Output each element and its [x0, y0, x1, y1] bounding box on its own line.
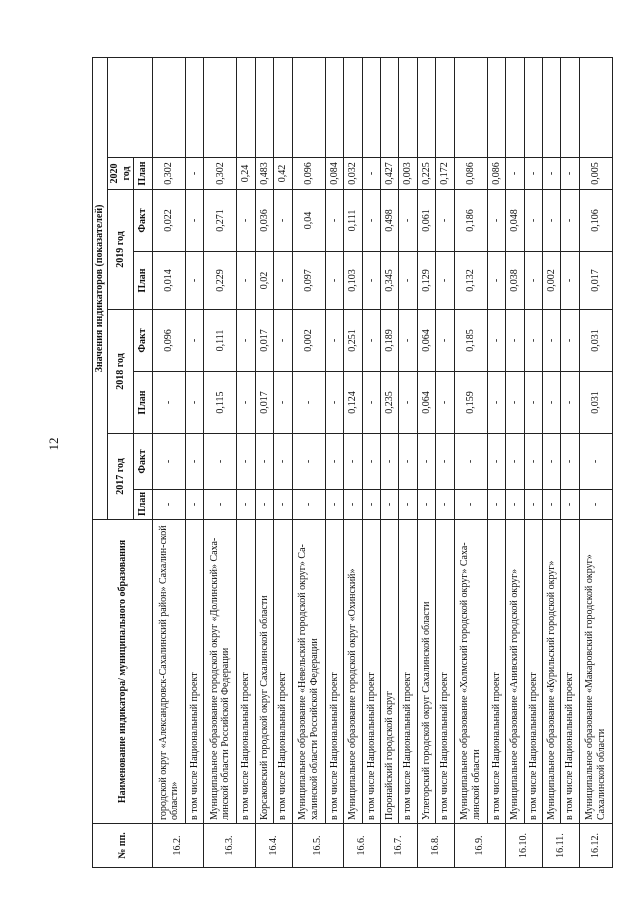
value-cell: - — [436, 190, 454, 252]
value-cell: 0,111 — [344, 190, 362, 252]
row-number: 16.11. — [543, 824, 580, 868]
value-cell: 0,017 — [255, 372, 273, 434]
table-row — [579, 57, 612, 867]
value-cell: - — [186, 252, 204, 310]
row-name: в том числе Национальный проект — [524, 520, 542, 824]
value-cell: 0,086 — [454, 158, 487, 190]
value-cell: 0,002 — [292, 310, 325, 372]
value-cell: 0,02 — [255, 252, 273, 310]
value-cell: - — [487, 372, 505, 434]
value-cell: 0,017 — [255, 310, 273, 372]
value-cell: - — [524, 190, 542, 252]
value-cell: - — [186, 158, 204, 190]
rotated-table-container — [92, 58, 613, 868]
value-cell: - — [186, 434, 204, 490]
value-cell: 0,022 — [153, 190, 186, 252]
value-cell: - — [237, 372, 255, 434]
row-name: в том числе Национальный проект — [325, 520, 343, 824]
blank-cell — [274, 57, 292, 157]
value-cell: - — [274, 310, 292, 372]
table-row — [153, 57, 186, 867]
value-cell: 0,003 — [399, 158, 417, 190]
row-number: 16.4. — [255, 824, 292, 868]
value-cell: - — [506, 434, 524, 490]
value-cell: 0,483 — [255, 158, 273, 190]
value-cell: - — [543, 372, 561, 434]
row-number: 16.7. — [381, 824, 418, 868]
value-cell: - — [506, 490, 524, 520]
indicators-table — [92, 57, 613, 868]
row-name: Муниципальное образование «Холмский городской округ» Саха-линской области — [454, 520, 487, 824]
blank-cell — [399, 57, 417, 157]
table-row — [274, 57, 292, 867]
header-name: Наименование индикатора/ муниципального образования — [93, 520, 153, 824]
header-year-2019: 2019 год — [108, 190, 134, 310]
value-cell: - — [204, 490, 237, 520]
value-cell: 0,111 — [204, 310, 237, 372]
value-cell: 0,064 — [417, 372, 435, 434]
row-number: 16.2. — [153, 824, 204, 868]
value-cell: - — [524, 372, 542, 434]
value-cell: - — [362, 252, 380, 310]
blank-cell — [561, 57, 579, 157]
value-cell: 0,048 — [506, 190, 524, 252]
value-cell: 0,031 — [579, 310, 612, 372]
value-cell: - — [417, 434, 435, 490]
blank-cell — [436, 57, 454, 157]
value-cell: 0,002 — [543, 252, 561, 310]
value-cell: - — [436, 252, 454, 310]
value-cell: - — [436, 490, 454, 520]
header-plan: План — [134, 158, 153, 190]
value-cell: - — [255, 490, 273, 520]
value-cell: - — [454, 434, 487, 490]
blank-cell — [292, 57, 325, 157]
value-cell: - — [325, 490, 343, 520]
value-cell: 0,032 — [344, 158, 362, 190]
value-cell: - — [454, 490, 487, 520]
value-cell: - — [274, 372, 292, 434]
value-cell: 0,017 — [579, 252, 612, 310]
value-cell: - — [274, 190, 292, 252]
blank-cell — [186, 57, 204, 157]
header-fact: Факт — [134, 434, 153, 490]
value-cell: - — [487, 252, 505, 310]
value-cell: 0,251 — [344, 310, 362, 372]
row-name: в том числе Национальный проект — [237, 520, 255, 824]
value-cell: 0,036 — [255, 190, 273, 252]
row-number: 16.5. — [292, 824, 343, 868]
blank-cell — [579, 57, 612, 157]
row-number: 16.6. — [344, 824, 381, 868]
value-cell: - — [381, 434, 399, 490]
table-row — [344, 57, 362, 867]
value-cell: - — [561, 490, 579, 520]
value-cell: - — [399, 190, 417, 252]
header-plan: План — [134, 252, 153, 310]
value-cell: - — [561, 434, 579, 490]
value-cell: - — [543, 434, 561, 490]
value-cell: - — [543, 158, 561, 190]
value-cell: - — [255, 434, 273, 490]
value-cell: 0,124 — [344, 372, 362, 434]
header-fact: Факт — [134, 310, 153, 372]
value-cell: - — [543, 310, 561, 372]
value-cell: - — [487, 190, 505, 252]
header-blank — [108, 57, 153, 157]
value-cell: - — [579, 434, 612, 490]
row-name: городской округ «Александровск-Сахалинский район» Сахалин-ской области» — [153, 520, 186, 824]
blank-cell — [325, 57, 343, 157]
header-year-2018: 2018 год — [108, 310, 134, 434]
blank-cell — [543, 57, 561, 157]
table-row — [454, 57, 487, 867]
row-name: Муниципальное образование городской округ «Охинский» — [344, 520, 362, 824]
value-cell: - — [561, 158, 579, 190]
header-fact: Факт — [134, 190, 153, 252]
row-name: в том числе Национальный проект — [274, 520, 292, 824]
value-cell: 0,014 — [153, 252, 186, 310]
value-cell: - — [524, 252, 542, 310]
value-cell: - — [325, 372, 343, 434]
row-name: Муниципальное образование «Анивский городской округ» — [506, 520, 524, 824]
blank-cell — [344, 57, 362, 157]
value-cell: 0,235 — [381, 372, 399, 434]
blank-cell — [153, 57, 186, 157]
table-row — [204, 57, 237, 867]
blank-cell — [237, 57, 255, 157]
value-cell: - — [237, 490, 255, 520]
value-cell: - — [237, 434, 255, 490]
value-cell: 0,097 — [292, 252, 325, 310]
value-cell: - — [186, 310, 204, 372]
value-cell: - — [561, 310, 579, 372]
row-number: 16.3. — [204, 824, 255, 868]
row-name: Муниципальное образование «Курильский городской округ» — [543, 520, 561, 824]
table-row — [362, 57, 380, 867]
row-name: Углегорский городской округ Сахалинской области — [417, 520, 435, 824]
table-row — [436, 57, 454, 867]
value-cell: - — [362, 310, 380, 372]
page-number: 12 — [46, 437, 61, 451]
value-cell: - — [325, 190, 343, 252]
value-cell: 0,103 — [344, 252, 362, 310]
table-row — [543, 57, 561, 867]
table-row — [186, 57, 204, 867]
value-cell: 0,185 — [454, 310, 487, 372]
value-cell: - — [362, 190, 380, 252]
value-cell: - — [506, 158, 524, 190]
value-cell: 0,04 — [292, 190, 325, 252]
value-cell: - — [524, 434, 542, 490]
value-cell: - — [153, 372, 186, 434]
value-cell: - — [292, 372, 325, 434]
row-name: Муниципальное образование городской округ «Долинский» Саха-линской области Российской Федерации — [204, 520, 237, 824]
value-cell: 0,271 — [204, 190, 237, 252]
value-cell: 0,159 — [454, 372, 487, 434]
blank-cell — [381, 57, 399, 157]
value-cell: - — [524, 158, 542, 190]
value-cell: 0,106 — [579, 190, 612, 252]
value-cell: - — [487, 434, 505, 490]
table-row — [292, 57, 325, 867]
value-cell: - — [524, 310, 542, 372]
table-row — [325, 57, 343, 867]
row-name: Муниципальное образование «Макаровский городской округ» Сахалинской области — [579, 520, 612, 824]
row-number: 16.10. — [506, 824, 543, 868]
table-row — [381, 57, 399, 867]
value-cell: - — [436, 310, 454, 372]
value-cell: - — [399, 434, 417, 490]
value-cell: 0,115 — [204, 372, 237, 434]
header-values: Значения индикаторов (показателей) — [93, 57, 108, 519]
value-cell: 0,086 — [487, 158, 505, 190]
row-name: в том числе Национальный проект — [436, 520, 454, 824]
row-number: 16.8. — [417, 824, 454, 868]
table-row — [417, 57, 435, 867]
value-cell: 0,498 — [381, 190, 399, 252]
blank-cell — [506, 57, 524, 157]
row-name: в том числе Национальный проект — [186, 520, 204, 824]
value-cell: - — [237, 252, 255, 310]
blank-cell — [204, 57, 237, 157]
value-cell: - — [344, 490, 362, 520]
header-plan: План — [134, 490, 153, 520]
value-cell: - — [399, 490, 417, 520]
value-cell: - — [399, 252, 417, 310]
value-cell: 0,427 — [381, 158, 399, 190]
value-cell: - — [153, 434, 186, 490]
value-cell: - — [506, 310, 524, 372]
value-cell: 0,129 — [417, 252, 435, 310]
value-cell: - — [436, 372, 454, 434]
value-cell: - — [153, 490, 186, 520]
value-cell: 0,302 — [204, 158, 237, 190]
value-cell: - — [274, 434, 292, 490]
value-cell: 0,084 — [325, 158, 343, 190]
value-cell: - — [436, 434, 454, 490]
row-name: в том числе Национальный проект — [399, 520, 417, 824]
value-cell: 0,225 — [417, 158, 435, 190]
value-cell: - — [561, 372, 579, 434]
value-cell: 0,302 — [153, 158, 186, 190]
table-row — [255, 57, 273, 867]
row-name: в том числе Национальный проект — [362, 520, 380, 824]
value-cell: 0,42 — [274, 158, 292, 190]
header-year-2020: 2020 год — [108, 158, 134, 190]
row-name: Муниципальное образование «Невельский городской округ» Са-халинской области Российской Федерации — [292, 520, 325, 824]
value-cell: - — [186, 372, 204, 434]
row-name: Корсаковский городской округ Сахалинской области — [255, 520, 273, 824]
value-cell: - — [362, 434, 380, 490]
value-cell: - — [325, 252, 343, 310]
value-cell: 0,061 — [417, 190, 435, 252]
header-plan: План — [134, 372, 153, 434]
header-no: № пп. — [93, 824, 153, 868]
table-row — [524, 57, 542, 867]
value-cell: 0,096 — [292, 158, 325, 190]
value-cell: 0,186 — [454, 190, 487, 252]
value-cell: - — [362, 490, 380, 520]
value-cell: - — [186, 190, 204, 252]
blank-cell — [487, 57, 505, 157]
value-cell: - — [543, 190, 561, 252]
value-cell: - — [325, 310, 343, 372]
value-cell: - — [325, 434, 343, 490]
value-cell: - — [487, 310, 505, 372]
row-name: в том числе Национальный проект — [487, 520, 505, 824]
value-cell: - — [204, 434, 237, 490]
value-cell: - — [506, 372, 524, 434]
table-row — [561, 57, 579, 867]
value-cell: - — [487, 490, 505, 520]
row-name: в том числе Национальный проект — [561, 520, 579, 824]
value-cell: - — [237, 190, 255, 252]
value-cell: 0,005 — [579, 158, 612, 190]
value-cell: - — [543, 490, 561, 520]
table-row — [399, 57, 417, 867]
value-cell: - — [274, 490, 292, 520]
blank-cell — [454, 57, 487, 157]
row-number: 16.12. — [579, 824, 612, 868]
table-body — [153, 57, 613, 867]
value-cell: - — [362, 158, 380, 190]
blank-cell — [362, 57, 380, 157]
blank-cell — [417, 57, 435, 157]
value-cell: 0,24 — [237, 158, 255, 190]
value-cell: 0,031 — [579, 372, 612, 434]
value-cell: - — [274, 252, 292, 310]
value-cell: 0,189 — [381, 310, 399, 372]
value-cell: - — [579, 490, 612, 520]
value-cell: 0,345 — [381, 252, 399, 310]
value-cell: - — [561, 190, 579, 252]
value-cell: - — [561, 252, 579, 310]
table-row — [506, 57, 524, 867]
value-cell: 0,038 — [506, 252, 524, 310]
value-cell: - — [417, 490, 435, 520]
value-cell: 0,172 — [436, 158, 454, 190]
row-name: Поронайский городской округ — [381, 520, 399, 824]
blank-cell — [524, 57, 542, 157]
value-cell: - — [381, 490, 399, 520]
value-cell: 0,096 — [153, 310, 186, 372]
row-number: 16.9. — [454, 824, 505, 868]
value-cell: - — [399, 372, 417, 434]
value-cell: - — [237, 310, 255, 372]
value-cell: 0,064 — [417, 310, 435, 372]
table-row — [237, 57, 255, 867]
table-row — [487, 57, 505, 867]
blank-cell — [255, 57, 273, 157]
value-cell: - — [292, 490, 325, 520]
value-cell: - — [399, 310, 417, 372]
value-cell: - — [292, 434, 325, 490]
value-cell: 0,132 — [454, 252, 487, 310]
value-cell: 0,229 — [204, 252, 237, 310]
header-year-2017: 2017 год — [108, 434, 134, 520]
value-cell: - — [524, 490, 542, 520]
value-cell: - — [186, 490, 204, 520]
value-cell: - — [362, 372, 380, 434]
value-cell: - — [344, 434, 362, 490]
